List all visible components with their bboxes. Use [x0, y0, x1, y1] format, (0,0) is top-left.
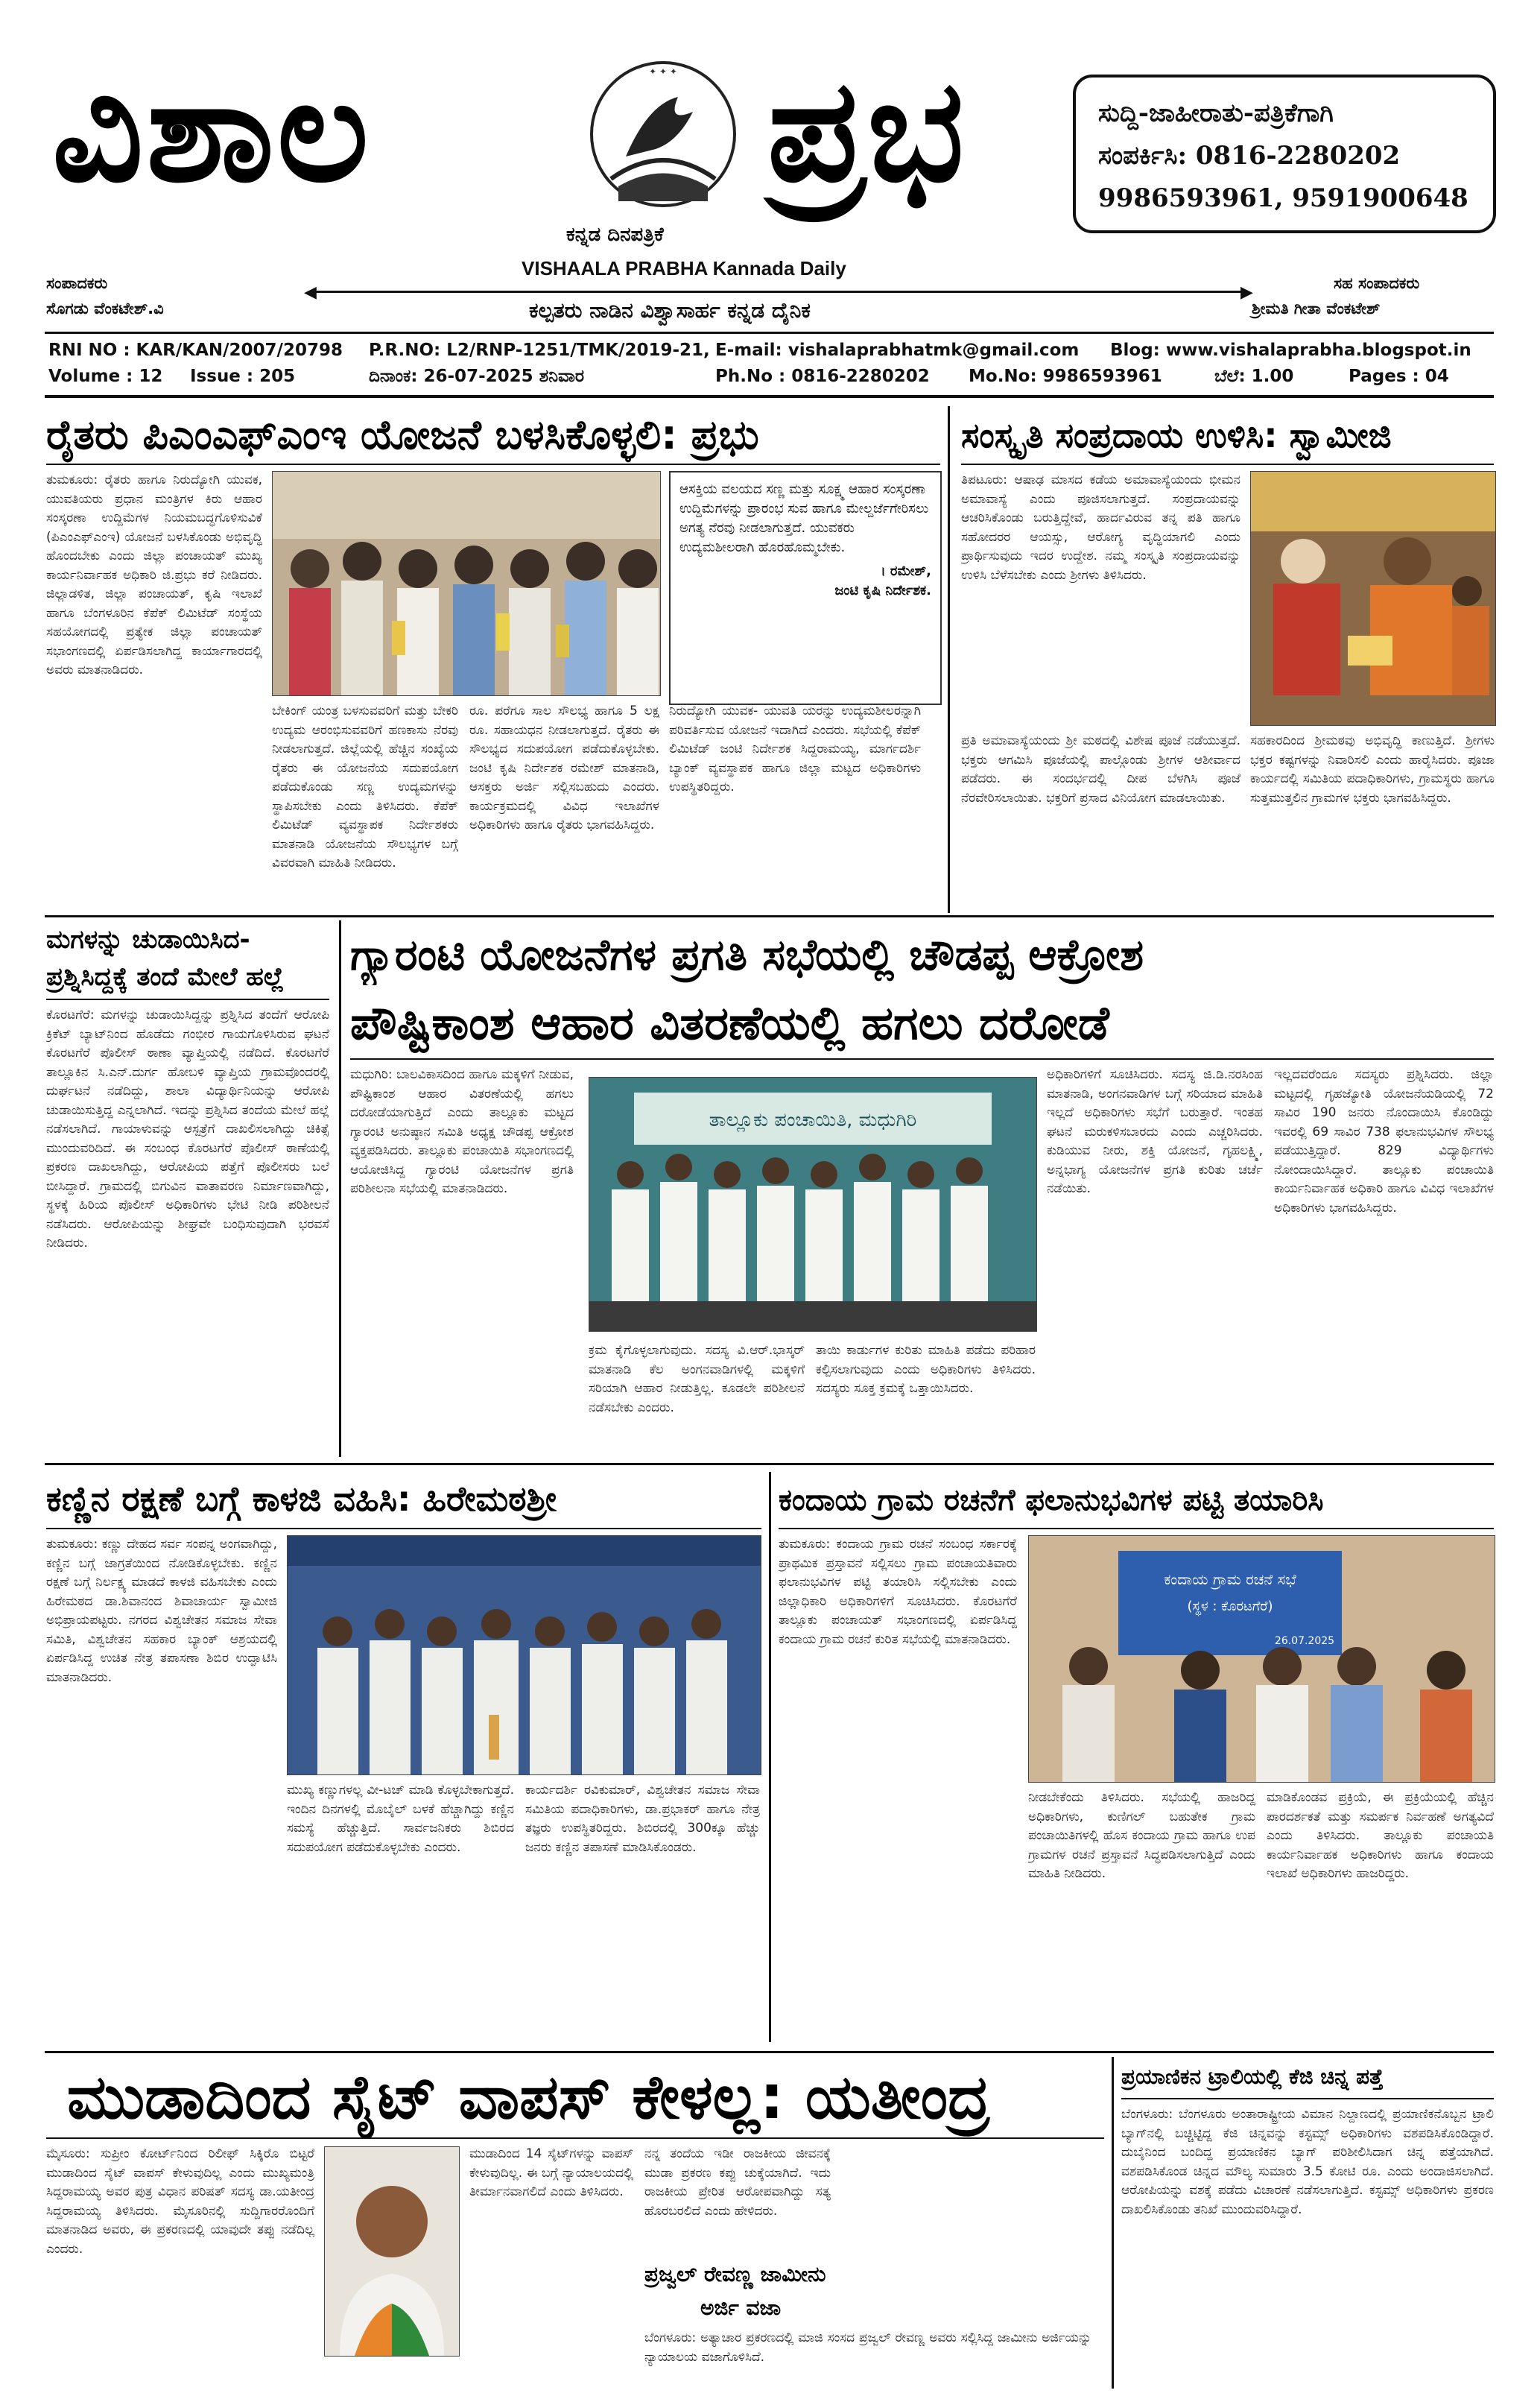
masthead-title-left: ವಿಶಾಲ	[52, 47, 372, 213]
vertical-rule-bottom	[1112, 2057, 1114, 2389]
masthead-dove-logo	[581, 52, 745, 224]
vertical-rule-lower	[769, 1472, 771, 2042]
masthead-motto: ಕಲ್ಪತರು ನಾಡಿನ ವಿಶ್ವಾಸಾರ್ಹ ಕನ್ನಡ ದೈನಿಕ	[522, 298, 818, 323]
info-prno: P.R.NO: L2/RNP-1251/TMK/2019-21,	[369, 341, 710, 360]
section-rule-1	[45, 915, 1494, 917]
info-blog: Blog: www.vishalaprabha.blogspot.in	[1110, 341, 1471, 360]
article-7-portrait	[324, 2146, 460, 2357]
article-6-col-3: ಮಾಡಿಕೊಂಡವ ಪ್ರಕ್ರಿಯೆ, ಈ ಪ್ರಕ್ರಿಯೆಯಲ್ಲಿ ಹೆಚ್ಚಿನ ಪಾರದರ್ಶಕತೆ ಮತ್ತು ಸಮರ್ಪಕ ನಿರ್ವಹಣೆ ಅಗತ್ಯವಿದೆ ಎಂದು ತಿಳಿಸಿದರು. ತಾಲ್ಲೂಕು ಪಂಚಾಯತಿ ಕಾರ್ಯನಿರ್ವಾಹಕ ಅಧಿಕಾರಿಗಳು ಹಾಗೂ ಕಂದಾಯ ಇಲಾಖೆ ಅಧಿಕಾರಿಗಳು ಹಾಜರಿದ್ದರು.	[1267, 1790, 1494, 1881]
article-7-sub-body: ಬೆಂಗಳೂರು: ಅತ್ಯಾಚಾರ ಪ್ರಕರಣದಲ್ಲಿ ಮಾಜಿ ಸಂಸದ ಪ್ರಜ್ವಲ್ ರೇವಣ್ಣ ಅವರು ಸಲ್ಲಿಸಿದ್ದ ಜಾಮೀನು ಅರ್ಜಿಯನ್ನು ನ್ಯಾಯಾಲಯ ವಜಾಗೊಳಿಸಿದೆ.	[644, 2330, 1091, 2365]
info-pages: Pages : 04	[1349, 367, 1449, 386]
article-5-rule	[46, 1528, 761, 1529]
article-2-col-2: ಪ್ರತಿ ಅಮಾವಾಸ್ಯೆಯಂದು ಶ್ರೀ ಮಠದಲ್ಲಿ ವಿಶೇಷ ಪೂಜೆ ನಡೆಯುತ್ತದೆ. ಭಕ್ತರು ಆಗಮಿಸಿ ಪೂಜೆಯಲ್ಲಿ ಪಾಲ್ಗೊಂಡು ಶ್ರೀಗಳ ಆಶೀರ್ವಾದ ಪಡೆದರು. ಈ ಸಂದರ್ಭದಲ್ಲಿ ದೀಪ ಬೆಳಗಿಸಿ ಪೂಜೆ ನೆರವೇರಿಸಲಾಯಿತು. ಭಕ್ತರಿಗೆ ಪ್ರಸಾದ ವಿನಿಯೋಗ ಮಾಡಲಾಯಿತು.	[961, 733, 1240, 806]
contact-line-2: ಸಂಪರ್ಕಿಸಿ: 0816-2280202	[1098, 141, 1401, 171]
article-6-photo	[1028, 1535, 1495, 1783]
article-1-rule	[46, 464, 940, 465]
article-5-col-3: ಕಾರ್ಯದರ್ಶಿ ರವಿಕುಮಾರ್, ವಿಶ್ವಚೇತನ ಸಮಾಜ ಸೇವಾ ಸಮಿತಿಯ ಪದಾಧಿಕಾರಿಗಳು, ಡಾ.ಪ್ರಭಾಕರ್ ಹಾಗೂ ನೇತ್ರ ತಜ್ಞರು ಉಪಸ್ಥಿತರಿದ್ದರು. ಶಿಬಿರದಲ್ಲಿ 300ಕ್ಕೂ ಹೆಚ್ಚು ಜನರು ಕಣ್ಣಿನ ತಪಾಸಣೆ ಮಾಡಿಸಿಕೊಂಡರು.	[525, 1783, 760, 1855]
motto-rule	[313, 291, 1244, 293]
article-4-col-1: ಮಧುಗಿರಿ: ಬಾಲವಿಕಾಸದಿಂದ ಹಾಗೂ ಮಕ್ಕಳಿಗೆ ನೀಡುವ, ಪೌಷ್ಟಿಕಾಂಶ ಆಹಾರ ವಿತರಣೆಯಲ್ಲಿ ಹಗಲು ದರೋಡೆಯಾಗುತ್ತಿದೆ ಎಂದು ತಾಲ್ಲೂಕು ಮಟ್ಟದ ಗ್ಯಾರಂಟಿ ಅನುಷ್ಠಾನ ಸಮಿತಿ ಅಧ್ಯಕ್ಷ ಚೌಡಪ್ಪ ಆಕ್ರೋಶ ವ್ಯಕ್ತಪಡಿಸಿದರು. ತಾಲ್ಲೂಕು ಪಂಚಾಯಿತಿ ಸಭಾಂಗಣದಲ್ಲಿ ಆಯೋಜಿಸಿದ್ದ ಗ್ಯಾರಂಟಿ ಯೋಜನೆಗಳ ಪ್ರಗತಿ ಪರಿಶೀಲನಾ ಸಭೆಯಲ್ಲಿ ಮಾತನಾಡಿದರು.	[350, 1067, 574, 1196]
article-2-photo	[1250, 471, 1496, 726]
info-issue: Issue : 205	[190, 367, 296, 386]
article-4-rule	[350, 1058, 1494, 1060]
vertical-rule-top	[948, 406, 950, 913]
article-6-rule	[779, 1528, 1494, 1529]
motto-arrow-right: ▶	[1240, 283, 1253, 302]
info-rni: RNI NO : KAR/KAN/2007/20798	[48, 341, 343, 360]
masthead-tagline-english: VISHAALA PRABHA Kannada Daily	[522, 257, 846, 279]
article-2-col-3: ಸಹಕಾರದಿಂದ ಶ್ರೀಮಠವು ಅಭಿವೃದ್ಧಿ ಕಾಣುತ್ತಿದೆ. ಶ್ರೀಗಳು ಭಕ್ತರ ಕಷ್ಟಗಳನ್ನು ನಿವಾರಿಸಲಿ ಎಂದು ಹಾರೈಸಿದರು. ಪೂಜಾ ಕಾರ್ಯದಲ್ಲಿ ಸಮಿತಿಯ ಪದಾಧಿಕಾರಿಗಳು, ಗ್ರಾಮಸ್ಥರು ಹಾಗೂ ಸುತ್ತಮುತ್ತಲಿನ ಗ್ರಾಮಗಳ ಭಕ್ತರು ಭಾಗವಹಿಸಿದ್ದರು.	[1250, 733, 1495, 806]
article-7-headline: ಮುಡಾದಿಂದ ಸೈಟ್ ವಾಪಸ್ ಕೇಳಲ್ಲ: ಯತೀಂದ್ರ	[67, 2062, 990, 2133]
article-1-col-4: ನಿರುದ್ಯೋಗಿ ಯುವಕ- ಯುವತಿ ಯರನ್ನು ಉದ್ಯಮಶೀಲರನ್ನಾಗಿ ಪರಿವರ್ತಿಸುವ ಯೋಜನೆ ಇದಾಗಿದೆ ಎಂದರು. ಸಭೆಯಲ್ಲಿ ಕೆಪೆಕ್ ಲಿಮಿಟೆಡ್ ಜಂಟಿ ನಿರ್ದೇಶಕ ಸಿದ್ದರಾಮಯ್ಯ, ಮಾರ್ಗದರ್ಶಿ ಬ್ಯಾಂಕ್ ವ್ಯವಸ್ಥಾಪಕ ಹಾಗೂ ಜಿಲ್ಲಾ ಮಟ್ಟದ ಅಧಿಕಾರಿಗಳು ಉಪಸ್ಥಿತರಿದ್ದರು.	[669, 704, 921, 794]
article-1-quote-box	[669, 471, 942, 705]
article-7-sub-headline-1: ಪ್ರಜ್ವಲ್ ರೇವಣ್ಣ ಜಾಮೀನು	[644, 2262, 826, 2286]
contact-box	[1073, 75, 1496, 233]
info-email: E-mail: vishalaprabhatmk@gmail.com	[715, 341, 1080, 360]
article-1-quote-sign-2: ಜಂಟಿ ಕೃಷಿ ನಿರ್ದೇಶಕ.	[834, 583, 931, 598]
masthead-tagline-kannada: ಕನ್ನಡ ದಿನಪತ್ರಿಕೆ	[566, 224, 664, 246]
article-3-headline-2: ಪ್ರಶ್ನಿಸಿದ್ದಕ್ಕೆ ತಂದೆ ಮೇಲೆ ಹಲ್ಲೆ	[46, 962, 285, 992]
article-1-col-3: ರೂ. ಪರೆಗೂ ಸಾಲ ಸೌಲಭ್ಯ ಹಾಗೂ 5 ಲಕ್ಷ ರೂ. ಸಹಾಯಧನ ನೀಡಲಾಗುತ್ತದೆ. ರೈತರು ಈ ಸೌಲಭ್ಯದ ಸದುಪಯೋಗ ಪಡೆದುಕೊಳ್ಳಬೇಕು. ಜಂಟಿ ಕೃಷಿ ನಿರ್ದೇಶಕ ರಮೇಶ್ ಮಾತನಾಡಿ, ಆಸಕ್ತರು ಅರ್ಜಿ ಸಲ್ಲಿಸಬಹುದು ಎಂದರು. ಕಾರ್ಯಕ್ರಮದಲ್ಲಿ ವಿವಿಧ ಇಲಾಖೆಗಳ ಅಧಿಕಾರಿಗಳು ಹಾಗೂ ರೈತರು ಭಾಗವಹಿಸಿದ್ದರು.	[469, 704, 659, 832]
revenue-banner-text-1: ಕಂದಾಯ ಗ್ರಾಮ ರಚನೆ ಸಭೆ	[1164, 1570, 1296, 1588]
article-2-col-1: ತಿಪಟೂರು: ಆಷಾಢ ಮಾಸದ ಕಡೆಯ ಅಮಾವಾಸ್ಯೆಯಂದು ಭೀಮನ ಅಮಾವಾಸ್ಯೆ ಎಂದು ಪೂಜಿಸಲಾಗುತ್ತದೆ. ಸಂಪ್ರದಾಯವನ್ನು ಆಚರಿಸಿಕೊಂಡು ಬರುತ್ತಿದ್ದೇವೆ, ಹಾರ್ದವಿರುವ ತನ್ನ ಪತಿ ಹಾಗೂ ಸಹೋದರರ ಆಯಸ್ಸು, ಆರೋಗ್ಯ ವೃದ್ಧಿಯಾಗಲಿ ಎಂದು ಪ್ರಾರ್ಥಿಸುವುದು ಇದರ ಉದ್ದೇಶ. ನಮ್ಮ ಸಂಸ್ಕೃತಿ ಸಂಪ್ರದಾಯವನ್ನು ಉಳಿಸಿ ಬೆಳೆಸಬೇಕು ಎಂದು ಶ್ರೀಗಳು ತಿಳಿಸಿದರು.	[961, 472, 1240, 583]
article-5-headline: ಕಣ್ಣಿನ ರಕ್ಷಣೆ ಬಗ್ಗೆ ಕಾಳಜಿ ವಹಿಸಿ: ಹಿರೇಮಠಶ್ರೀ	[46, 1479, 557, 1519]
article-8-body: ಬೆಂಗಳೂರು: ಬೆಂಗಳೂರು ಅಂತಾರಾಷ್ಟ್ರೀಯ ವಿಮಾನ ನಿಲ್ದಾಣದಲ್ಲಿ ಪ್ರಯಾಣಿಕನೊಬ್ಬನ ಟ್ರಾಲಿ ಬ್ಯಾಗ್‌ನಲ್ಲಿ ಬಚ್ಚಿಟ್ಟಿದ್ದ ಕೆಜಿ ಚಿನ್ನವನ್ನು ಕಸ್ಟಮ್ಸ್ ಅಧಿಕಾರಿಗಳು ವಶಪಡಿಸಿಕೊಂಡಿದ್ದಾರೆ. ದುಬೈನಿಂದ ಬಂದಿದ್ದ ಪ್ರಯಾಣಿಕನ ಬ್ಯಾಗ್ ಪರಿಶೀಲಿಸಿದಾಗ ಚಿನ್ನ ಪತ್ತೆಯಾಗಿದೆ. ವಶಪಡಿಸಿಕೊಂಡ ಚಿನ್ನದ ಮೌಲ್ಯ ಸುಮಾರು 3.5 ಕೋಟಿ ರೂ. ಎಂದು ಅಂದಾಜಿಸಲಾಗಿದೆ. ಆರೋಪಿಯನ್ನು ವಶಕ್ಕೆ ಪಡೆದು ವಿಚಾರಣೆ ನಡೆಸಲಾಗುತ್ತಿದೆ. ಕಸ್ಟಮ್ಸ್ ಅಧಿಕಾರಿಗಳು ಪ್ರಕರಣ ದಾಖಲಿಸಿಕೊಂಡು ತನಿಖೆ ಮುಂದುವರಿಸಿದ್ದಾರೆ.	[1121, 2107, 1494, 2217]
article-7-col-1: ಮೈಸೂರು: ಸುಪ್ರೀಂ ಕೋರ್ಟ್‌ನಿಂದ ರಿಲೀಫ್ ಸಿಕ್ಕಿರೊ ಬಿಟ್ಟರೆ ಮುಡಾದಿಂದ ಸೈಟ್ ವಾಪಸ್ ಕೇಳುವುದಿಲ್ಲ ಎಂದು ಮುಖ್ಯಮಂತ್ರಿ ಸಿದ್ದರಾಮಯ್ಯ ಅವರ ಪುತ್ರ ವಿಧಾನ ಪರಿಷತ್ ಸದಸ್ಯ ಡಾ.ಯತೀಂದ್ರ ಸಿದ್ದರಾಮಯ್ಯ ತಿಳಿಸಿದರು. ಮೈಸೂರಿನಲ್ಲಿ ಸುದ್ದಿಗಾರರೊಂದಿಗೆ ಮಾತನಾಡಿದ ಅವರು, ಈ ಪ್ರಕರಣದಲ್ಲಿ ಯಾವುದೇ ತಪ್ಪು ನಡೆದಿಲ್ಲ ಎಂದರು.	[46, 2146, 314, 2257]
info-volume: Volume : 12	[48, 367, 163, 386]
coeditor-name: ಶ್ರೀಮತಿ ಗೀತಾ ವೆಂಕಟೇಶ್	[1252, 300, 1381, 317]
info-bar-bottom-rule	[45, 395, 1494, 398]
svg-text:✦ ✦ ✦: ✦ ✦ ✦	[649, 66, 677, 77]
article-7-col-3: ನನ್ನ ತಂದೆಯ ಇಡೀ ರಾಜಕೀಯ ಜೀವನಕ್ಕೆ ಮುಡಾ ಪ್ರಕರಣ ಕಪ್ಪು ಚುಕ್ಕೆಯಾಗಿದೆ. ಇದು ರಾಜಕೀಯ ಪ್ರೇರಿತ ಆರೋಪವಾಗಿದ್ದು ಸತ್ಯ ಹೊರಬರಲಿದೆ ಎಂದು ಹೇಳಿದರು.	[644, 2146, 831, 2219]
info-mobile: Mo.No: 9986593961	[969, 367, 1162, 386]
article-4-bottom-1: ಕ್ರಮ ಕೈಗೊಳ್ಳಲಾಗುವುದು. ಸದಸ್ಯ ವಿ.ಆರ್.ಭಾಸ್ಕರ್ ಮಾತನಾಡಿ ಕೆಲ ಅಂಗನವಾಡಿಗಳಲ್ಲಿ ಮಕ್ಕಳಿಗೆ ಸರಿಯಾಗಿ ಆಹಾರ ನೀಡುತ್ತಿಲ್ಲ. ಕೂಡಲೇ ಪರಿಶೀಲನೆ ನಡೆಸಬೇಕು ಎಂದರು.	[589, 1343, 805, 1415]
article-1-quote-sign-1: । ರಮೇಶ್,	[880, 563, 931, 579]
article-4-headline-2: ಪೌಷ್ಟಿಕಾಂಶ ಆಹಾರ ವಿತರಣೆಯಲ್ಲಿ ಹಗಲು ದರೋಡೆ	[350, 996, 1109, 1050]
article-1-col-2: ಬೇಕಿಂಗ್ ಯಂತ್ರ ಬಳಸುವವರಿಗೆ ಮತ್ತು ಬೇಕರಿ ಉದ್ಯಮ ಆರಂಭಿಸುವವರಿಗೆ ಹಣಕಾಸು ನೆರವು ನೀಡಲಾಗುತ್ತದೆ. ಜಿಲ್ಲೆಯಲ್ಲಿ ಹೆಚ್ಚಿನ ಸಂಖ್ಯೆಯ ರೈತರು ಈ ಯೋಜನೆಯ ಸದುಪಯೋಗ ಪಡೆದುಕೊಂಡು ಸಣ್ಣ ಉದ್ಯಮಗಳನ್ನು ಸ್ಥಾಪಿಸಬೇಕು ಎಂದು ತಿಳಿಸಿದರು. ಕೆಪೆಕ್ ಲಿಮಿಟೆಡ್ ವ್ಯವಸ್ಥಾಪಕ ನಿರ್ದೇಶಕರು ಮಾತನಾಡಿ ಯೋಜನೆಯ ಸೌಲಭ್ಯಗಳ ಬಗ್ಗೆ ವಿವರವಾಗಿ ಮಾಹಿತಿ ನೀಡಿದರು.	[272, 704, 458, 870]
article-4-photo	[589, 1077, 1037, 1332]
editor-label: ಸಂಪಾದಕರು	[46, 274, 108, 292]
article-8-headline: ಪ್ರಯಾಣಿಕನ ಟ್ರಾಲಿಯಲ್ಲಿ ಕೆಜಿ ಚಿನ್ನ ಪತ್ತೆ	[1121, 2064, 1384, 2089]
article-3-headline-1: ಮಗಳನ್ನು ಚುಡಾಯಿಸಿದ-	[46, 925, 250, 955]
revenue-banner-date: 26.07.2025	[1274, 1635, 1335, 1647]
article-6-col-1: ತುಮಕೂರು: ಕಂದಾಯ ಗ್ರಾಮ ರಚನೆ ಸಂಬಂಧ ಸರ್ಕಾರಕ್ಕೆ ಪ್ರಾಥಮಿಕ ಪ್ರಸ್ತಾವನೆ ಸಲ್ಲಿಸಲು ಗ್ರಾಮ ಪಂಚಾಯತಿವಾರು ಫಲಾನುಭವಿಗಳ ಪಟ್ಟಿ ತಯಾರಿಸಿ ಸಲ್ಲಿಸಬೇಕು ಎಂದು ಜಿಲ್ಲಾಧಿಕಾರಿ ಅಧಿಕಾರಿಗಳಿಗೆ ಸೂಚಿಸಿದರು. ಕೊರಟಗೆರೆ ತಾಲ್ಲೂಕು ಪಂಚಾಯತ್ ಸಭಾಂಗಣದಲ್ಲಿ ಏರ್ಪಡಿಸಿದ್ದ ಕಂದಾಯ ಗ್ರಾಮ ರಚನೆ ಕುರಿತ ಸಭೆಯಲ್ಲಿ ಮಾತನಾಡಿದರು.	[779, 1537, 1017, 1647]
article-1-quote: ಆಸಕ್ತಿಯ ವಲಯದ ಸಣ್ಣ ಮತ್ತು ಸೂಕ್ಷ್ಮ ಆಹಾರ ಸಂಸ್ಕರಣಾ ಉದ್ದಿಮೆಗಳನ್ನು ಪ್ರಾರಂಭ ಸುವ ಹಾಗೂ ಮೇಲ್ದರ್ಜೆಗೇರಿಸಲು ಅಗತ್ಯ ನೆರವು ನೀಡಲಾಗುತ್ತದೆ. ಯುವಕರು ಉದ್ಯಮಶೀಲರಾಗಿ ಹೊರಹೊಮ್ಮಬೇಕು.	[679, 481, 929, 555]
contact-line-3: 9986593961, 9591900648	[1098, 183, 1468, 213]
masthead-title-right: ಪ್ರಭ	[767, 47, 967, 213]
article-5-col-2: ಮುಖ್ಯ ಕಣ್ಣುಗಳಲ್ಲ ವೀ-ಟಚ್ ಮಾಡಿ ಕೊಳ್ಳಬೇಕಾಗುತ್ತದೆ. ಇಂದಿನ ದಿನಗಳಲ್ಲಿ ಮೊಬೈಲ್ ಬಳಕೆ ಹೆಚ್ಚಾಗಿದ್ದು ಕಣ್ಣಿನ ಸಮಸ್ಯೆ ಹೆಚ್ಚುತ್ತಿದೆ. ಸಾರ್ವಜನಿಕರು ಶಿಬಿರದ ಸದುಪಯೋಗ ಪಡೆದುಕೊಳ್ಳಬೇಕು ಎಂದರು.	[287, 1783, 514, 1855]
article-7-col-2: ಮುಡಾದಿಂದ 14 ಸೈಟ್‌ಗಳನ್ನು ವಾಪಸ್ ಕೇಳುವುದಿಲ್ಲ. ಈ ಬಗ್ಗೆ ನ್ಯಾಯಾಲಯದಲ್ಲಿ ತೀರ್ಮಾನವಾಗಲಿದೆ ಎಂದು ತಿಳಿಸಿದರು.	[469, 2146, 633, 2199]
article-5-photo	[287, 1535, 761, 1775]
article-4-headline-1: ಗ್ಯಾರಂಟಿ ಯೋಜನೆಗಳ ಪ್ರಗತಿ ಸಭೆಯಲ್ಲಿ ಚೌಡಪ್ಪ ಆಕ್ರೋಶ	[350, 929, 1144, 980]
section-rule-2	[45, 1463, 1494, 1465]
revenue-banner-text-2: (ಸ್ಥಳ : ಕೊರಟಗೆರೆ)	[1187, 1599, 1273, 1614]
section-rule-3	[45, 2051, 1494, 2053]
article-1-photo	[272, 471, 661, 696]
article-5-col-1: ತುಮಕೂರು: ಕಣ್ಣು ದೇಹದ ಸರ್ವ ಸಂಪನ್ನ ಅಂಗವಾಗಿದ್ದು, ಕಣ್ಣಿನ ಬಗ್ಗೆ ಜಾಗ್ರತೆಯಿಂದ ನೋಡಿಕೊಳ್ಳಬೇಕು. ಕಣ್ಣಿನ ರಕ್ಷಣೆ ಬಗ್ಗೆ ನಿರ್ಲಕ್ಷ್ಯ ಮಾಡದೆ ಕಾಳಜಿ ವಹಿಸಬೇಕು ಎಂದು ಹಿರೇಮಠದ ಡಾ.ಶಿವಾನಂದ ಶಿವಾಚಾರ್ಯ ಸ್ವಾಮೀಜಿ ಅಭಿಪ್ರಾಯಪಟ್ಟರು. ನಗರದ ವಿಶ್ವಚೇತನ ಸಮಾಜ ಸೇವಾ ಸಮಿತಿ, ವಿಶ್ವಚೇತನ ಸಹಕಾರ ಬ್ಯಾಂಕ್ ಆಶ್ರಯದಲ್ಲಿ ಏರ್ಪಡಿಸಿದ್ದ ಉಚಿತ ನೇತ್ರ ತಪಾಸಣಾ ಶಿಬಿರ ಉದ್ಘಾಟಿಸಿ ಮಾತನಾಡಿದರು.	[46, 1537, 277, 1685]
article-4-col-2: ಅಧಿಕಾರಿಗಳಿಗೆ ಸೂಚಿಸಿದರು. ಸದಸ್ಯ ಜಿ.ಡಿ.ನರಸಿಂಹ ಮಾತನಾಡಿ, ಅಂಗನವಾಡಿಗಳ ಬಗ್ಗೆ ಸರಿಯಾದ ಮಾಹಿತಿ ಇಲ್ಲದೆ ಅಧಿಕಾರಿಗಳು ಸಭೆಗೆ ಬರುತ್ತಾರೆ. ಇಂತಹ ಘಟನೆ ಮರುಕಳಿಸಬಾರದು ಎಂದು ಎಚ್ಚರಿಸಿದರು. ಕುಡಿಯುವ ನೀರು, ಶಕ್ತಿ ಯೋಜನೆ, ಗೃಹಲಕ್ಷ್ಮಿ, ಅನ್ನಭಾಗ್ಯ ಯೋಜನೆಗಳ ಪ್ರಗತಿ ಕುರಿತು ಚರ್ಚೆ ನಡೆಯಿತು.	[1047, 1067, 1263, 1196]
motto-arrow-left: ◀	[304, 283, 317, 302]
article-3-body: ಕೊರಟಗೆರೆ: ಮಗಳನ್ನು ಚುಡಾಯಿಸಿದ್ದನ್ನು ಪ್ರಶ್ನಿಸಿದ ತಂದೆಗೆ ಆರೋಪಿ ಕ್ರಿಕೆಟ್ ಬ್ಯಾಟ್‌ನಿಂದ ಹೊಡೆದು ಗಂಭೀರ ಗಾಯಗೊಳಿಸಿರುವ ಘಟನೆ ಕೊರಟಗೆರೆ ಪೊಲೀಸ್ ಠಾಣಾ ವ್ಯಾಪ್ತಿಯಲ್ಲಿ ನಡೆದಿದೆ. ಕೊರಟಗೆರೆ ತಾಲ್ಲೂಕಿನ ಸಿ.ಎನ್.ದುರ್ಗ ಹೋಬಳಿ ವ್ಯಾಪ್ತಿಯ ಗ್ರಾಮವೊಂದರಲ್ಲಿ ದುರ್ಘಟನೆ ನಡೆದಿದ್ದು, ಶಾಲಾ ವಿದ್ಯಾರ್ಥಿನಿಯನ್ನು ಆರೋಪಿ ಚುಡಾಯಿಸುತ್ತಿದ್ದ ಎನ್ನಲಾಗಿದೆ. ಇದನ್ನು ಪ್ರಶ್ನಿಸಿದ ತಂದೆಯ ಮೇಲೆ ಹಲ್ಲೆ ನಡೆಸಲಾಗಿದೆ. ಗಾಯಾಳುವನ್ನು ಆಸ್ಪತ್ರೆಗೆ ದಾಖಲಿಸಲಾಗಿದ್ದು ಚಿಕಿತ್ಸೆ ಮುಂದುವರಿದಿದೆ. ಈ ಸಂಬಂಧ ಕೊರಟಗೆರೆ ಪೊಲೀಸ್ ಠಾಣೆಯಲ್ಲಿ ಪ್ರಕರಣ ದಾಖಲಾಗಿದ್ದು, ಆರೋಪಿಯ ಪತ್ತೆಗೆ ಪೊಲೀಸರು ಬಲೆ ಬೀಸಿದ್ದಾರೆ. ಗ್ರಾಮದಲ್ಲಿ ಬಿಗುವಿನ ವಾತಾವರಣ ನಿರ್ಮಾಣವಾಗಿದ್ದು, ಸ್ಥಳಕ್ಕೆ ಹಿರಿಯ ಪೊಲೀಸ್ ಅಧಿಕಾರಿಗಳು ಭೇಟಿ ನೀಡಿ ಪರಿಶೀಲನೆ ನಡೆಸಿದರು. ಆರೋಪಿಯನ್ನು ಶೀಘ್ರವೇ ಬಂಧಿಸುವುದಾಗಿ ಭರವಸೆ ನೀಡಿದರು.	[46, 1008, 329, 1251]
article-8-rule	[1121, 2098, 1494, 2099]
article-4-bottom-2: ತಾಯಿ ಕಾರ್ಡುಗಳ ಕುರಿತು ಮಾಹಿತಿ ಪಡೆದು ಪರಿಹಾರ ಕಲ್ಪಿಸಲಾಗುವುದು ಎಂದು ಅಧಿಕಾರಿಗಳು ತಿಳಿಸಿದರು. ಸದಸ್ಯರು ಸೂಕ್ತ ಕ್ರಮಕ್ಕೆ ಒತ್ತಾಯಿಸಿದರು.	[816, 1343, 1036, 1396]
article-7-sub-headline-2: ಅರ್ಜಿ ವಜಾ	[700, 2295, 782, 2320]
info-price: ಬೆಲೆ: 1.00	[1214, 367, 1294, 386]
article-4-col-3: ಇಲ್ಲದವರೆಂದೂ ಸದಸ್ಯರು ಪ್ರಶ್ನಿಸಿದರು. ಜಿಲ್ಲಾ ಮಟ್ಟದಲ್ಲಿ ಗೃಹಜ್ಯೋತಿ ಯೋಜನೆಯಡಿಯಲ್ಲಿ 72 ಸಾವಿರ 190 ಜನರು ನೊಂದಾಯಿಸಿ ಕೊಂಡಿದ್ದು ಇವರಲ್ಲಿ 69 ಸಾವಿರ 738 ಫಲಾನುಭವಿಗಳ ಸೌಲಭ್ಯ ಪಡೆಯುತ್ತಿದ್ದಾರೆ. 829 ವಿದ್ಯಾರ್ಥಿಗಳು ನೋಂದಾಯಿಸಿದ್ದಾರೆ. ತಾಲ್ಲೂಕು ಪಂಚಾಯಿತಿ ಕಾರ್ಯನಿರ್ವಾಹಕ ಅಧಿಕಾರಿ ಹಾಗೂ ವಿವಿಧ ಇಲಾಖೆಗಳ ಅಧಿಕಾರಿಗಳು ಭಾಗವಹಿಸಿದ್ದರು.	[1274, 1067, 1494, 1216]
info-phone: Ph.No : 0816-2280202	[715, 367, 930, 386]
editor-name: ಸೊಗಡು ವೆಂಕಟೇಶ್.ವಿ	[46, 300, 164, 317]
article-6-col-2: ನೀಡಬೇಕೆಂದು ತಿಳಿಸಿದರು. ಸಭೆಯಲ್ಲಿ ಹಾಜರಿದ್ದ ಅಧಿಕಾರಿಗಳು, ಕುಣಿಗಲ್ ಬಹುತೇಕ ಗ್ರಾಮ ಪಂಚಾಯಿತಿಗಳಲ್ಲಿ ಹೊಸ ಕಂದಾಯ ಗ್ರಾಮ ಹಾಗೂ ಉಪ ಗ್ರಾಮಗಳ ರಚನೆ ಪ್ರಸ್ತಾವನೆ ಸಿದ್ಧಪಡಿಸಲಾಗುತ್ತಿದೆ ಎಂದು ಮಾಹಿತಿ ನೀಡಿದರು.	[1028, 1790, 1255, 1881]
article-2-rule	[961, 464, 1494, 465]
photo-banner-text: ತಾಲ್ಲೂಕು ಪಂಚಾಯಿತಿ, ಮಧುಗಿರಿ	[709, 1109, 917, 1131]
coeditor-label: ಸಹ ಸಂಪಾದಕರು	[1334, 274, 1420, 292]
article-1-headline: ರೈತರು ಪಿಎಂಎಫ್‌ಎಂಇ ಯೋಜನೆ ಬಳಸಿಕೊಳ್ಳಲಿ: ಪ್ರಭು	[46, 411, 759, 458]
article-6-headline: ಕಂದಾಯ ಗ್ರಾಮ ರಚನೆಗೆ ಫಲಾನುಭವಿಗಳ ಪಟ್ಟಿ ತಯಾರಿಸಿ	[779, 1483, 1324, 1517]
article-2-headline: ಸಂಸ್ಕೃತಿ ಸಂಪ್ರದಾಯ ಉಳಿಸಿ: ಸ್ವಾಮೀಜಿ	[961, 415, 1392, 455]
article-1-col-1: ತುಮಕೂರು: ರೈತರು ಹಾಗೂ ನಿರುದ್ಯೋಗಿ ಯುವಕ, ಯುವತಿಯರು ಪ್ರಧಾನ ಮಂತ್ರಿಗಳ ಕಿರು ಆಹಾರ ಸಂಸ್ಕರಣಾ ಉದ್ದಿಮೆಗಳ ನಿಯಮಬದ್ಧಗೊಳಿಸುವಿಕೆ (ಪಿಎಂಎಫ್‌ಎಂಇ) ಯೋಜನೆ ಬಳಸಿಕೊಂಡು ಅಭಿವೃದ್ಧಿ ಹೊಂದಬೇಕು ಎಂದು ಜಿಲ್ಲಾ ಪಂಚಾಯತ್ ಮುಖ್ಯ ಕಾರ್ಯನಿರ್ವಾಹಕ ಅಧಿಕಾರಿ ಜಿ.ಪ್ರಭು ಕರೆ ನೀಡಿದರು. ಜಿಲ್ಲಾಡಳಿತ, ಜಿಲ್ಲಾ ಪಂಚಾಯತ್, ಕೃಷಿ ಇಲಾಖೆ ಹಾಗೂ ಬೆಂಗಳೂರಿನ ಕೆಪೆಕ್ ಲಿಮಿಟೆಡ್ ಸಂಸ್ಥೆಯ ಸಹಯೋಗದಲ್ಲಿ ಪ್ರತ್ಯೇಕ ಜಿಲ್ಲಾ ಪಂಚಾಯತ್ ಸಭಾಂಗಣದಲ್ಲಿ ಏರ್ಪಡಿಸಲಾಗಿದ್ದ ಕಾರ್ಯಾಗಾರದಲ್ಲಿ ಅವರು ಮಾತನಾಡಿದರು.	[46, 472, 262, 677]
article-3-rule	[46, 999, 329, 1000]
info-date: ದಿನಾಂಕ: 26-07-2025 ಶನಿವಾರ	[369, 367, 585, 386]
info-bar-top-rule	[45, 332, 1494, 334]
article-7-rule	[46, 2137, 1104, 2139]
contact-line-1: ಸುದ್ದಿ-ಜಾಹೀರಾತು-ಪತ್ರಿಕೆಗಾಗಿ	[1098, 98, 1334, 128]
vertical-rule-middle	[339, 920, 341, 1457]
